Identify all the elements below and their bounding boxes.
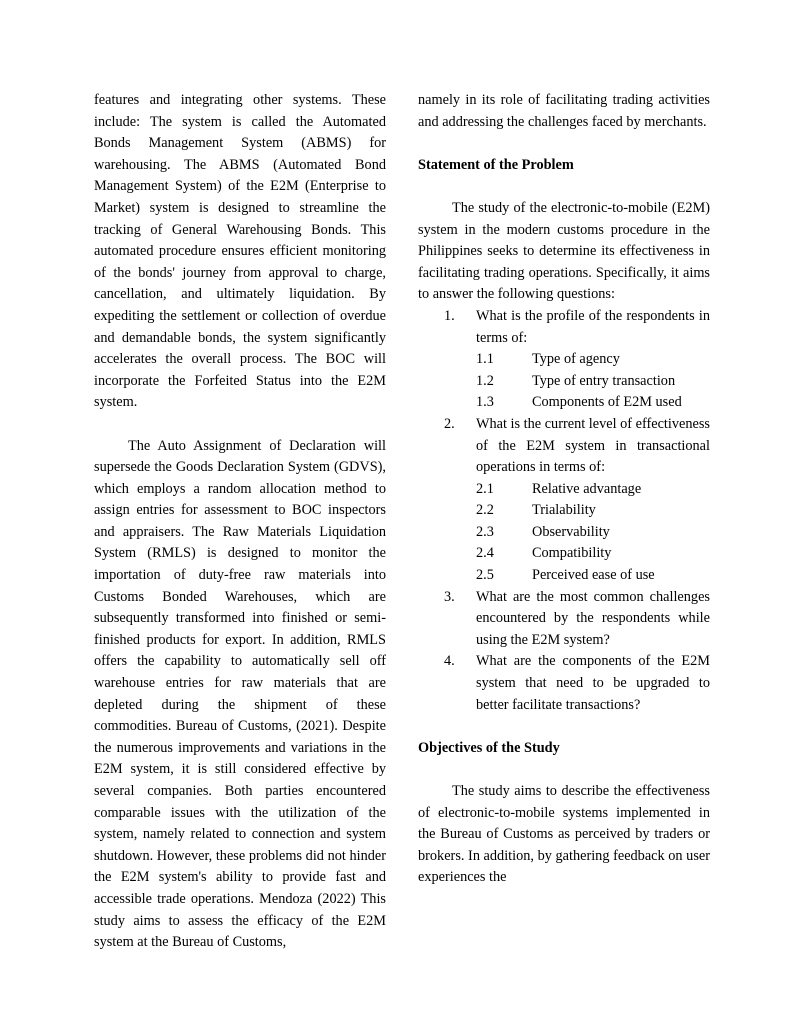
right-column <box>418 90 710 954</box>
list-item <box>476 371 710 393</box>
question-text: What are the components of the E2M system that need to be upgraded to better facilitate transactions? <box>476 653 710 713</box>
research-questions-list <box>418 306 710 716</box>
subquestion-number: 1.1 <box>476 351 494 368</box>
list-item <box>476 543 710 565</box>
list-item <box>476 479 710 501</box>
list-item <box>476 522 710 544</box>
list-item <box>476 565 710 587</box>
left-column <box>94 90 386 954</box>
heading-objectives-of-the-study: Objectives of the Study <box>418 739 560 756</box>
paragraph-continuation-left: features and integrating other systems. These include: The system is called the Automated Bonds Management System (ABMS) for warehousing. The ABMS (Automated Bond Management System) of the E2M (Enterprise to Market) system is designed to streamline the tracking of General Warehousing Bonds. This automated procedure ensures efficient monitoring of the bonds' journey from approval to charge, cancellation, and ultimately liquidation. By expediting the settlement or collection of overdue and demandable bonds, the system significantly accelerates the overall process. The BOC will incorporate the Forfeited Status into the E2M system. <box>94 92 386 411</box>
subquestion-number: 2.2 <box>476 502 494 519</box>
subquestion-text: Perceived ease of use <box>532 567 655 584</box>
question-number: 2. <box>444 415 455 432</box>
paragraph-statement-intro: The study of the electronic-to-mobile (E2M) system in the modern customs procedure in the Philippines seeks to determine its effectiveness in facilitating trading operations. Specifically, it aims to answer the following questions: <box>418 199 710 303</box>
question-text: What are the most common challenges encountered by the respondents while using the E2M system? <box>476 588 710 648</box>
list-item <box>418 651 710 716</box>
subquestion-text: Relative advantage <box>532 480 642 497</box>
subquestion-number: 1.2 <box>476 372 494 389</box>
subquestion-number: 2.3 <box>476 523 494 540</box>
subquestion-text: Type of agency <box>532 351 620 368</box>
question-number: 3. <box>444 588 455 605</box>
sub-list <box>476 349 710 414</box>
question-number: 1. <box>444 307 455 324</box>
paragraph-continuation-right: namely in its role of facilitating trading activities and addressing the challenges faced by merchants. <box>418 92 710 130</box>
two-column-body <box>94 90 710 954</box>
subquestion-text: Components of E2M used <box>532 394 682 411</box>
paragraph-objectives: The study aims to describe the effectiveness of electronic-to-mobile systems implemented in the Bureau of Customs as perceived by traders or brokers. In addition, by gathering feedback on user experiences the <box>418 783 710 886</box>
question-text: What is the profile of the respondents in terms of: <box>476 307 710 346</box>
subquestion-text: Trialability <box>532 502 596 519</box>
list-item <box>418 414 710 587</box>
subquestion-number: 2.5 <box>476 567 494 584</box>
list-item <box>418 587 710 652</box>
heading-statement-of-the-problem: Statement of the Problem <box>418 156 574 173</box>
subquestion-number: 2.4 <box>476 545 494 562</box>
list-item <box>476 392 710 414</box>
list-item <box>476 349 710 371</box>
subquestion-text: Observability <box>532 523 610 540</box>
subquestion-number: 2.1 <box>476 480 494 497</box>
list-item <box>418 306 710 414</box>
paragraph-auto-assignment: The Auto Assignment of Declaration will supersede the Goods Declaration System (GDVS), which employs a random allocation method to assign entries for assessment to BOC inspectors and appraisers. The Raw Materials Liquidation System (RMLS) is designed to monitor the importation of duty-free raw materials into Customs Bonded Warehouses, which are subsequently transformed into finished or semi-finished products for export. In addition, RMLS offers the capability to automatically sell off warehouse entries for raw materials that are depleted during the shipment of these commodities. Bureau of Customs, (2021). Despite the numerous improvements and variations in the E2M system, it is still considered effective by several companies. Both parties encountered comparable issues with the utilization of the system, namely related to connection and system shutdown. However, these problems did not hinder the E2M system's ability to provide fast and accessible trade operations. Mendoza (2022) This study aims to assess the efficacy of the E2M system at the Bureau of Customs, <box>94 437 386 951</box>
subquestion-text: Compatibility <box>532 545 612 562</box>
list-item <box>476 500 710 522</box>
question-text: What is the current level of effectiveness of the E2M system in transactional operations in terms of: <box>476 415 710 476</box>
question-number: 4. <box>444 653 455 670</box>
subquestion-number: 1.3 <box>476 394 494 411</box>
sub-list <box>476 479 710 587</box>
subquestion-text: Type of entry transaction <box>532 372 676 389</box>
